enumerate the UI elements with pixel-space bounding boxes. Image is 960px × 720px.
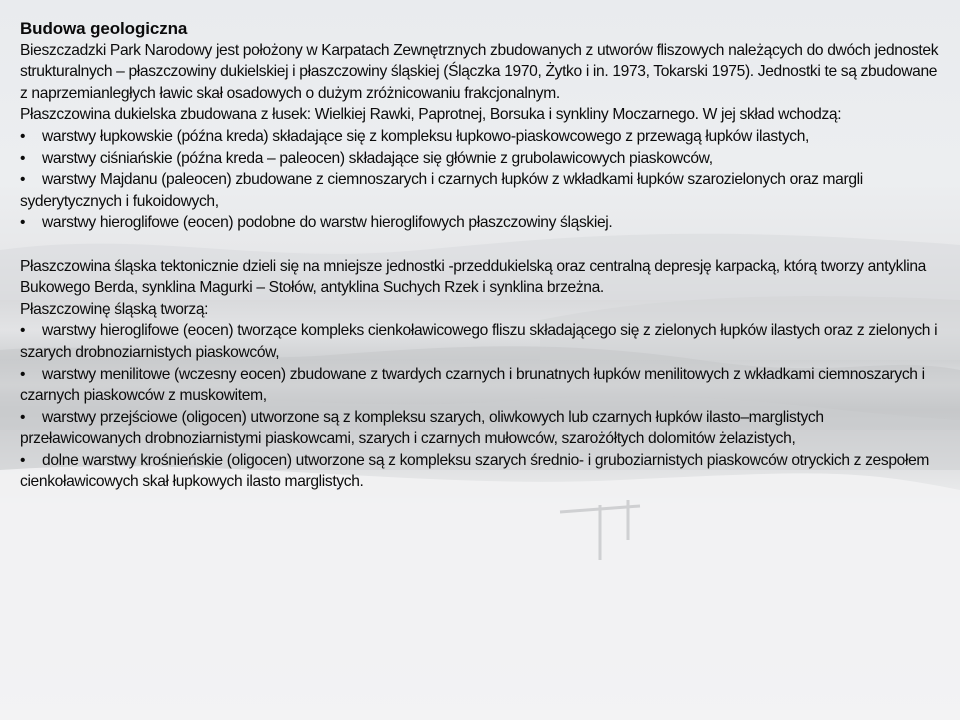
bullet-icon: •: [20, 127, 26, 145]
list-item-text: warstwy ciśniańskie (późna kreda – paleocen) składające się głównie z grubolawicowych piaskowców,: [42, 149, 713, 167]
list-item-text: warstwy przejściowe (oligocen) utworzone są z kompleksu szarych, oliwkowych lub czarnych łupków ilasto–marglistych przeławicowanych drobnoziarnistymi piaskowcami, szarych i czarnych mułowców, szarożółtych dolomitów żelazistych,: [20, 408, 824, 448]
list-item: [20, 364, 945, 407]
list-item-text: warstwy hieroglifowe (eocen) podobne do warstw hieroglifowych płaszczowiny śląskiej.: [42, 214, 613, 232]
slide-content: [20, 18, 945, 493]
list-item: [20, 212, 945, 234]
list-item: [20, 320, 945, 363]
bullet-icon: •: [20, 214, 26, 232]
intro-paragraph: Bieszczadzki Park Narodowy jest położony w Karpatach Zewnętrznych zbudowanych z utworów fliszowych należących do dwóch jednostek strukturalnych – płaszczowiny dukielskiej i płaszczowiny śląskiej (Ślączka 1970, Żytko i in. 1973, Tokarski 1975). Jednostki te są zbudowane z naprzemianległych ławic skał osadowych o dużym zróżnicowaniu frakcjonalnym.: [20, 41, 939, 102]
dukla-list: [20, 126, 945, 234]
slide-title: Budowa geologiczna: [20, 19, 188, 38]
list-item-text: warstwy łupkowskie (późna kreda) składające się z kompleksu łupkowo-piaskowcowego z przewagą łupków ilastych,: [42, 127, 810, 145]
list-item: [20, 126, 945, 148]
silesian-list: [20, 320, 945, 493]
bullet-icon: •: [20, 365, 26, 383]
list-item: [20, 169, 945, 212]
bullet-icon: •: [20, 171, 26, 189]
list-item-text: dolne warstwy krośnieńskie (oligocen) utworzone są z kompleksu szarych średnio- i gruboziarnistych piaskowców otryckich z zespołem cienkoławicowych skał łupkowych ilasto marglistych.: [20, 451, 930, 491]
list-item: [20, 407, 945, 450]
list-item: [20, 148, 945, 170]
silesian-intro-paragraph: Płaszczowina śląska tektonicznie dzieli się na mniejsze jednostki -przeddukielską oraz centralną depresję karpacką, którą tworzy antyklina Bukowego Berda, synklina Magurki – Stołów, antyklina Suchych Rzek i synklina brzeżna.: [20, 257, 926, 297]
bullet-icon: •: [20, 322, 26, 340]
list-item: [20, 450, 945, 493]
bullet-icon: •: [20, 408, 26, 426]
list-item-text: warstwy hieroglifowe (eocen) tworzące kompleks cienkoławicowego fliszu składającego się z zielonych łupków ilastych oraz z zielonych i szarych drobnoziarnistych piaskowców,: [20, 322, 938, 361]
silesian-lead-paragraph: Płaszczowinę śląską tworzą:: [20, 300, 209, 318]
bullet-icon: •: [20, 451, 26, 469]
paragraph-spacer: [20, 234, 945, 256]
list-item-text: warstwy menilitowe (wczesny eocen) zbudowane z twardych czarnych i brunatnych łupków menilitowych z wkładkami ciemnoszarych i czarnych piaskowców z muskowitem,: [20, 365, 925, 405]
list-item-text: warstwy Majdanu (paleocen) zbudowane z ciemnoszarych i czarnych łupków z wkładkami łupków szarozielonych oraz margli syderytycznych i fukoidowych,: [20, 171, 863, 210]
bullet-icon: •: [20, 149, 26, 167]
dukla-intro-paragraph: Płaszczowina dukielska zbudowana z łusek: Wielkiej Rawki, Paprotnej, Borsuka i synkliny Moczarnego. W jej skład wchodzą:: [20, 106, 842, 124]
